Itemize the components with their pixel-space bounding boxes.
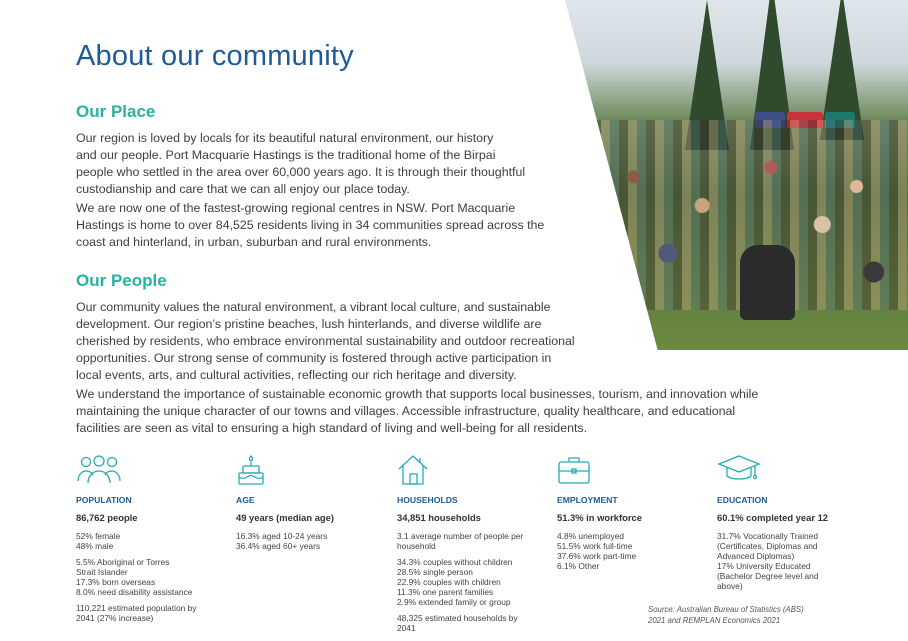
households-average: 3.1 average number of people per household	[397, 531, 524, 551]
employment-value: 51.3% in workforce	[557, 512, 642, 523]
people-group-icon	[76, 453, 226, 487]
our-place-paragraph-2: We are now one of the fastest-growing regional centres in NSW. Port Macquarie Hastings is home to over 84,525 residents living in 34 communities spread across the coast and hinterland, in urban, suburban and rural environments.	[76, 201, 545, 249]
education-breakdown: 31.7% Vocationally Trained (Certificates, Diplomas and Advanced Diplomas) 17% University Educated (Bachelor Degree level and above)	[717, 531, 819, 591]
age-stat	[236, 453, 386, 557]
community-event-photo	[565, 0, 908, 350]
age-value: 49 years (median age)	[236, 512, 334, 523]
briefcase-icon	[557, 453, 707, 487]
households-value: 34,851 households	[397, 512, 481, 523]
population-forecast: 110,221 estimated population by 2041 (27% increase)	[76, 603, 197, 623]
our-people-paragraph-1: Our community values the natural environment, a vibrant local culture, and sustainable development. Our region’s pristine beaches, lush hinterlands, and diverse wildlife are cherished by residents, who embrace environmental sustainability and outdoor recreational opportunities. Our strong sense of community is fostered through active participation in local events, arts, and cultural activities, reflecting our rich heritage and diversity.	[76, 300, 575, 382]
graduation-cap-icon	[717, 453, 867, 487]
birthday-cake-icon	[236, 453, 386, 487]
employment-breakdown: 4.8% unemployed 51.5% work full-time 37.6% work part-time 6.1% Other	[557, 531, 637, 571]
our-place-paragraph-1: Our region is loved by locals for its beautiful natural environment, our history and our people. Port Macquarie Hastings is the traditional home of the Birpai people who settled in the area over 60,000 years ago. It is through their thoughtful custodianship and care that we can all enjoy our place today.	[76, 131, 526, 196]
population-label: POPULATION	[76, 495, 132, 505]
employment-stat	[557, 453, 707, 577]
our-people-paragraph-2: We understand the importance of sustainable economic growth that supports local businesses, tourism, and innovation while maintaining the unique character of our towns and villages. Accessible infrastructure, quality healthcare, and educational facilities are seen as vital to ensuring a high standard of living and well-being for all residents.	[76, 387, 759, 435]
population-stat	[76, 453, 226, 629]
age-label: AGE	[236, 495, 255, 505]
education-stat	[717, 453, 867, 597]
households-forecast: 48,325 estimated households by 2041	[397, 613, 518, 633]
our-people-heading: Our People	[76, 271, 167, 290]
age-breakdown: 16.3% aged 10-24 years 36.4% aged 60+ years	[236, 531, 328, 551]
education-label: EDUCATION	[717, 495, 768, 505]
our-place-heading: Our Place	[76, 102, 156, 121]
households-label: HOUSEHOLDS	[397, 495, 458, 505]
households-stat	[397, 453, 547, 639]
population-demographics: 5.5% Aboriginal or Torres Strait Islander 17.3% born overseas 8.0% need disability assistance	[76, 557, 193, 597]
population-value: 86,762 people	[76, 512, 138, 523]
page-title: About our community	[76, 40, 354, 72]
population-gender: 52% female 48% male	[76, 531, 121, 551]
households-composition: 34.3% couples without children 28.5% single person 22.9% couples with children 11.3% one parent families 2.9% extended family or group	[397, 557, 513, 607]
employment-label: EMPLOYMENT	[557, 495, 618, 505]
education-value: 60.1% completed year 12	[717, 512, 828, 523]
house-icon	[397, 453, 547, 487]
source-note: Source: Australian Bureau of Statistics (ABS) 2021 and REMPLAN Economics 2021	[648, 605, 804, 625]
